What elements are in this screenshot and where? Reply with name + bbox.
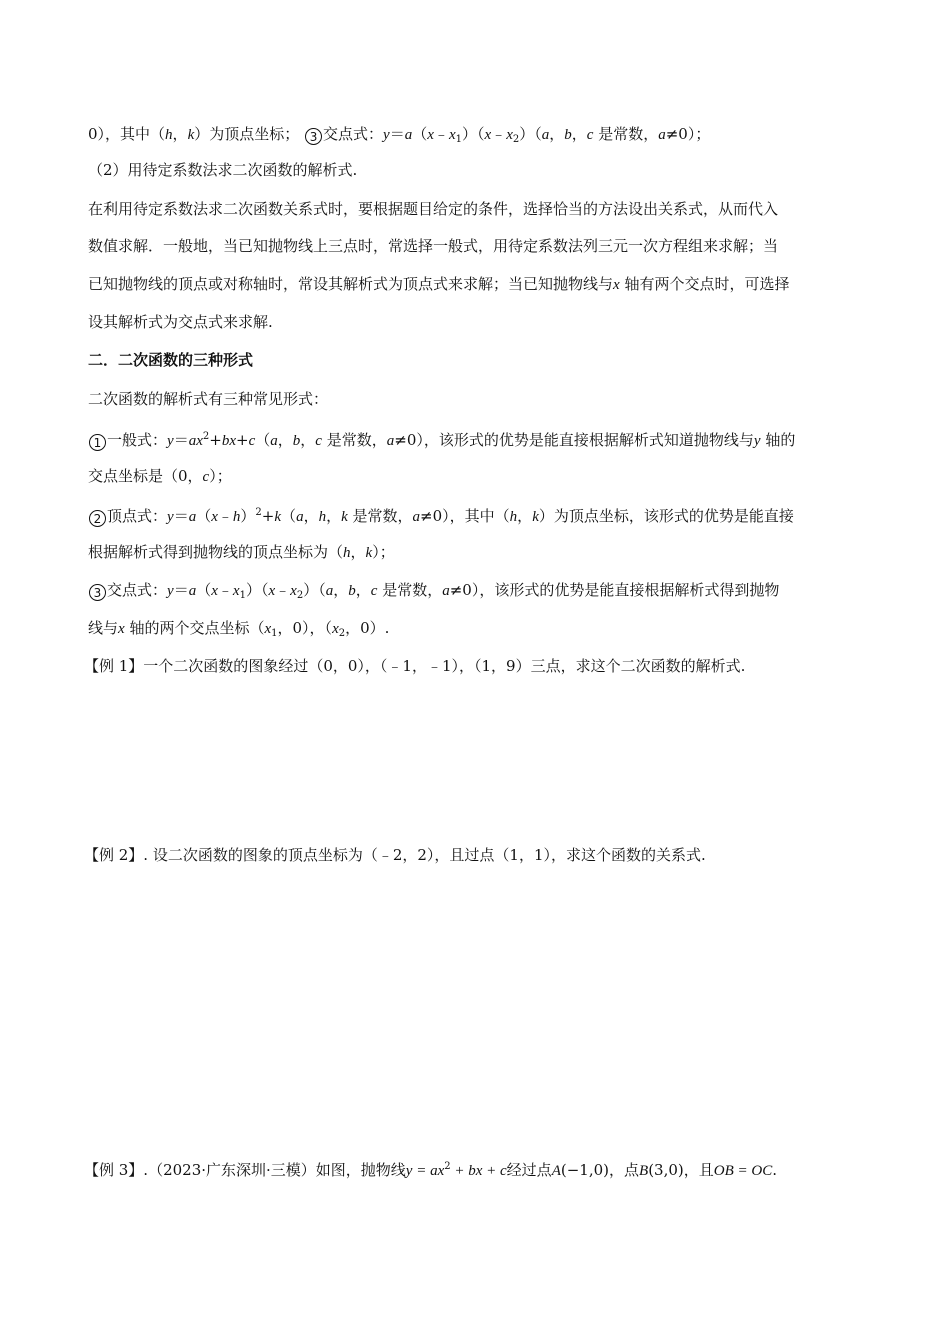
text: + [236,431,249,449]
text: ）； [372,543,395,561]
text: x [613,277,620,293]
subscript: 2 [512,134,520,145]
text: k [341,509,348,525]
text: c [248,433,256,449]
text: h [165,127,173,143]
text-line [88,427,878,451]
text: k [274,509,282,525]
superscript: 2 [255,507,262,518]
text: ﹣ [217,581,233,599]
text: 轴的 [760,431,796,449]
text: ）（ [303,581,326,599]
subscript: 1 [239,590,246,601]
text: ， [277,431,293,449]
text: ≠0），该形式的优势是能直接根据解析式知道抛物线与 [394,431,754,449]
text: 一般式： [107,431,168,449]
subscript: 1 [271,628,278,639]
math: (−1,0) [560,1161,609,1179]
superscript: 2 [202,431,210,442]
text: ， [303,507,319,525]
text: ）（ [461,125,485,143]
text: b [292,433,301,449]
text: ， [300,431,316,449]
text: a [386,433,395,449]
text: a [404,127,413,143]
text: c [202,469,210,485]
text-line [88,503,878,527]
text: b [348,583,356,599]
text: h [509,509,518,525]
text: ）； [209,467,232,485]
text: ﹣ [433,125,449,143]
text: 轴的两个交点坐标（ [124,619,265,637]
text: 是常数， [593,125,659,143]
text: ， [355,581,371,599]
text: x [448,127,456,143]
text: a [188,509,197,525]
text: a [270,433,278,449]
text: x [232,583,240,599]
text-line: 数值求解．一般地，当已知抛物线上三点时，常选择一般式，用待定系数法列三元一次方程组来求解；当 [88,237,779,255]
text: h [318,509,327,525]
text: x [268,583,276,599]
text: （ [255,431,271,449]
text: y [167,509,174,525]
subscript: 2 [296,590,304,601]
text-line [88,580,878,606]
text-line: 设其解析式为交点式来求解. [88,313,273,331]
text: ）为顶点坐标，该形式的优势是能直接 [538,507,794,525]
text: ＝ [389,125,405,143]
text: a [658,127,666,143]
text: ≠0）； [665,125,711,143]
text: x [332,621,339,637]
math: A [551,1163,561,1179]
text: c [370,583,378,599]
math: OB = OC [713,1163,773,1179]
text: ， [333,581,349,599]
text: x [427,127,434,143]
circled-number: 1 [89,434,106,451]
text: x [484,127,492,143]
text: y [753,433,761,449]
text: k [187,127,195,143]
text: 轴有两个交点时，可选择 [619,275,790,293]
text: y [167,583,174,599]
text: x [211,583,218,599]
text-line: 二次函数的解析式有三种常见形式： [88,390,329,408]
text: + [209,431,222,449]
text: 是常数， [347,507,413,525]
text: 是常数， [377,581,443,599]
text: ，0）. [345,619,390,637]
example-1: 【例 1】一个二次函数的图象经过（0，0），（﹣1，﹣1），（1，9）三点，求这个二次函数的解析式. [84,657,746,675]
text-line [88,466,878,487]
math: B [639,1163,649,1179]
text: c [315,433,322,449]
text: ，0），（ [277,619,333,637]
text: 交点式： [323,125,384,143]
text: ， [571,125,587,143]
text: ﹣ [491,125,507,143]
text: （ [196,581,212,599]
math: (3,0) [648,1161,684,1179]
text: ， [326,507,342,525]
text: h [232,509,241,525]
text: 交点坐标是（0， [88,467,203,485]
example-2: 【例 2】. 设二次函数的图象的顶点坐标为（﹣2，2），且过点（1，1），求这个函数的关系式. [84,846,706,864]
text: a [412,509,421,525]
text: y [167,433,174,449]
text-line [88,124,878,150]
circled-number: 3 [305,128,322,145]
text: . [772,1161,778,1179]
text-line [88,274,878,295]
text: h [343,545,351,561]
text: ＝ [173,581,189,599]
text: ，点 [609,1161,640,1179]
text: ）（ [519,125,542,143]
text: ≠0），其中（ [420,507,510,525]
text: 交点式： [107,581,168,599]
text: a [296,509,304,525]
text: （ [196,507,212,525]
text: 已知抛物线的顶点或对称轴时，常设其解析式为顶点式来求解；当已知抛物线与 [88,275,614,293]
text: ）为顶点坐标； [194,125,300,143]
math: + bx + c [450,1163,507,1179]
text: x [211,509,218,525]
text: 【例 3】.（2023·广东深圳·三模）如图，抛物线 [84,1161,406,1179]
text-line: 在利用待定系数法求二次函数关系式时，要根据题目给定的条件，选择恰当的方法设出关系式，从而代入 [88,200,779,218]
text: x [264,621,272,637]
example-3 [84,1157,874,1181]
text: ， [172,125,188,143]
text: 线与 [88,619,119,637]
text: 顶点式： [107,507,168,525]
text: ） [240,507,256,525]
text: x [118,621,125,637]
text: k [365,545,373,561]
text: x [290,583,297,599]
math: y = ax [405,1163,445,1179]
text: bx [221,433,236,449]
text: x [506,127,513,143]
section-heading: 二．二次函数的三种形式 [88,351,254,369]
text: （ [281,507,297,525]
text: k [532,509,539,525]
text-line: （2）用待定系数法求二次函数的解析式. [88,161,358,179]
text: ＝ [173,431,189,449]
circled-number: 2 [89,510,106,527]
text: 根据解析式得到抛物线的顶点坐标为（ [88,543,344,561]
text: ，且 [683,1161,714,1179]
text: a [188,583,197,599]
text: a [541,127,550,143]
text: 是常数， [321,431,387,449]
subscript: 2 [338,628,346,639]
text: a [325,583,334,599]
text: ， [549,125,565,143]
text: + [261,507,275,525]
text: a [442,583,450,599]
text: ﹣ [275,581,291,599]
text: ﹣ [217,507,233,525]
text: ≠0），该形式的优势是能直接根据解析式得到抛物 [449,581,780,599]
circled-number: 3 [89,584,106,601]
text: b [564,127,572,143]
text: y [383,127,390,143]
text: ， [350,543,366,561]
text: 0），其中（ [88,125,166,143]
text: ）（ [245,581,269,599]
subscript: 1 [455,134,462,145]
text: 经过点 [506,1161,552,1179]
text: ， [517,507,533,525]
text-line [88,618,878,644]
text: ＝ [173,507,189,525]
text: c [586,127,594,143]
text: ax [188,433,203,449]
superscript: 2 [444,1161,451,1172]
text-line [88,542,878,563]
text: （ [412,125,428,143]
